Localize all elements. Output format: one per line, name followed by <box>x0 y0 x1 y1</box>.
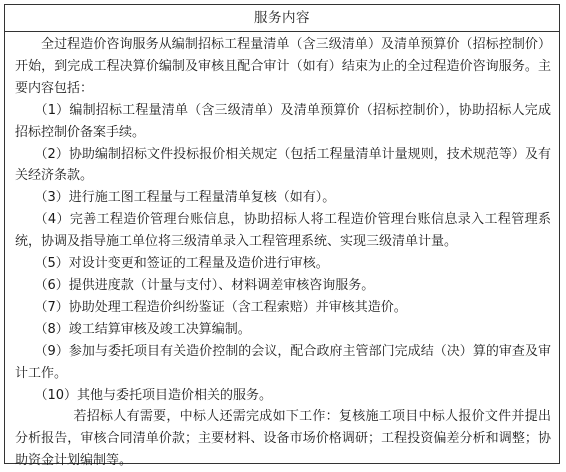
list-item: （7）协助处理工程造价纠纷鉴证（含工程索赔）并审核其造价。 <box>34 299 407 315</box>
list-item: （8）竣工结算审核及竣工决算编制。 <box>34 321 251 337</box>
closing-paragraph: 若招标人有需要，中标人还需完成如下工作：复核施工项目中标人报价文件并提出分析报告，审核合同清单价款；主要材料、设备市场价格调研；工程投资偏差分析和调整；协助资金计划编制等。 <box>15 409 551 469</box>
list-item: （2）协助编制招标文件投标报价相关规定（包括工程量清单计量规则，技术规范等）及有关经济条款。 <box>15 146 551 184</box>
list-item: （5）对设计变更和签证的工程量及造价进行审核。 <box>34 256 329 272</box>
list-item: （10）其他与委托项目造价相关的服务。 <box>34 387 273 403</box>
intro-paragraph: 全过程造价咨询服务从编制招标工程量清单（含三级清单）及清单预算价（招标控制价）开始，到完成工程决算价编制及审核且配合审计（如有）结束为止的全过程造价咨询服务。主要内容包括： <box>15 37 551 96</box>
service-content-table <box>4 4 560 469</box>
table-body <box>5 32 559 472</box>
list-item: （3）进行施工图工程量与工程量清单复核（如有）。 <box>34 190 336 206</box>
list-item: （1）编制招标工程量清单（含三级清单）及清单预算价（招标控制价），协助招标人完成招标控制价备案手续。 <box>15 102 551 140</box>
list-item: （4）完善工程造价管理台账信息，协助招标人将工程造价管理台账信息录入工程管理系统，协调及指导施工单位将三级清单录入工程管理系统、实现三级清单计量。 <box>15 212 551 250</box>
list-item: （6）提供进度款（计量与支付）、材料调差审核咨询服务。 <box>34 277 375 293</box>
table-header: 服务内容 <box>5 5 559 32</box>
list-item: （9）参加与委托项目有关造价控制的会议，配合政府主管部门完成结（决）算的审查及审计工作。 <box>15 343 551 381</box>
